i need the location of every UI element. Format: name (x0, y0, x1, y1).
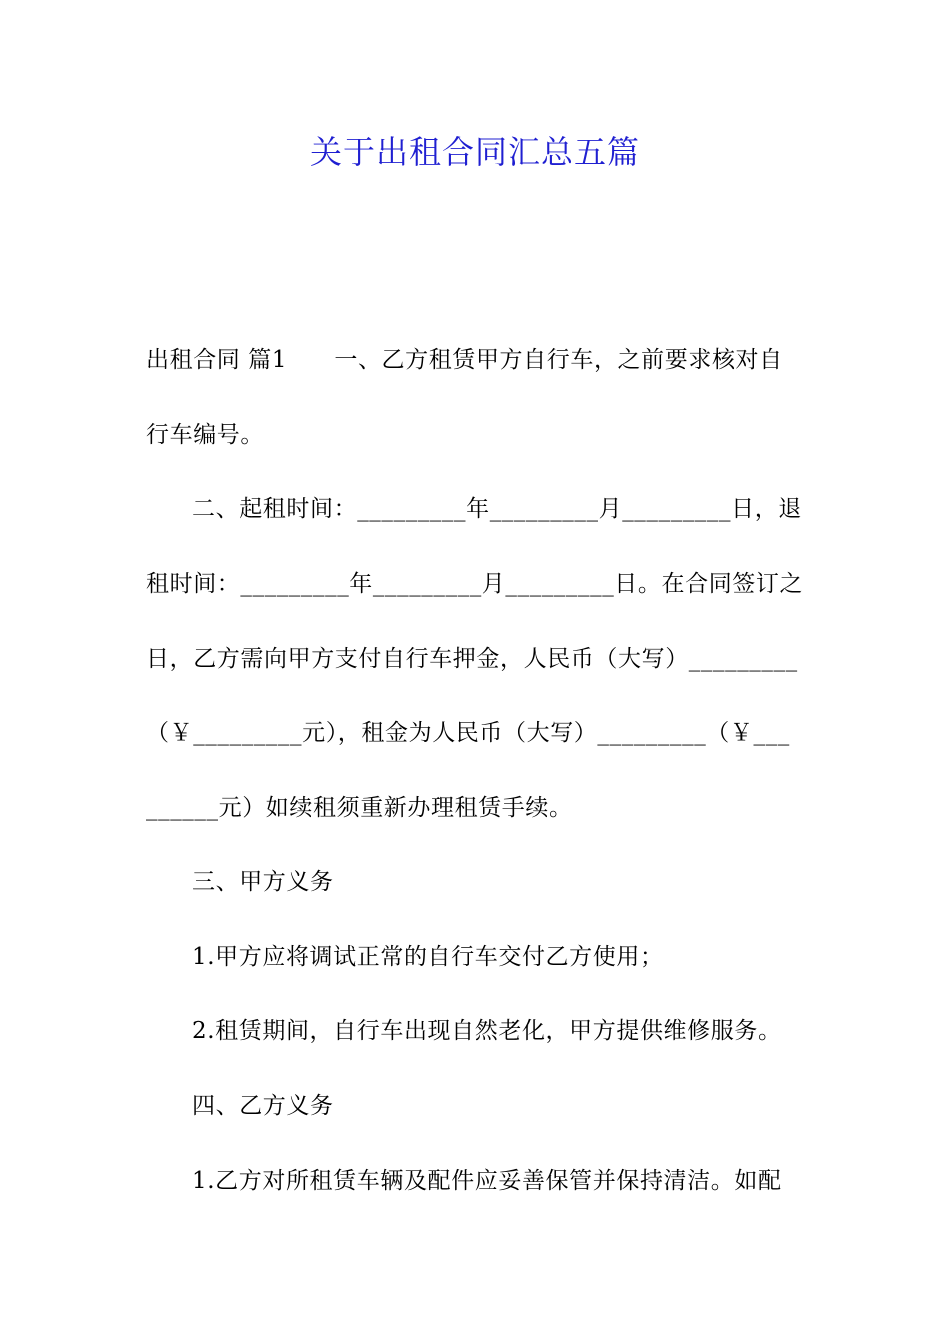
paragraph-line-4: 租时间：_________年_________月_________日。在合同签订之 (146, 571, 804, 597)
section-heading-3: 三、甲方义务 (192, 869, 334, 895)
paragraph-line-12: 1.乙方对所租赁车辆及配件应妥善保管并保持清洁。如配 (192, 1168, 782, 1194)
paragraph-line-10: 2.租赁期间，自行车出现自然老化，甲方提供维修服务。 (192, 1018, 782, 1044)
paragraph-line-5: 日，乙方需向甲方支付自行车押金，人民币（大写）_________ (146, 646, 798, 672)
section-heading-4: 四、乙方义务 (192, 1093, 334, 1119)
paragraph-line-7: ______元）如续租须重新办理租赁手续。 (146, 795, 573, 821)
paragraph-line-1: 出租合同 篇1 一、乙方租赁甲方自行车，之前要求核对自 (146, 347, 783, 373)
paragraph-line-3: 二、起租时间：_________年_________月_________日，退 (192, 496, 802, 522)
paragraph-line-2: 行车编号。 (146, 422, 264, 448)
paragraph-line-9: 1.甲方应将调试正常的自行车交付乙方使用； (192, 944, 664, 970)
paragraph-line-6: （￥_________元），租金为人民币（大写）_________（￥___ (146, 720, 790, 746)
document-title: 关于出租合同汇总五篇 (309, 133, 640, 171)
